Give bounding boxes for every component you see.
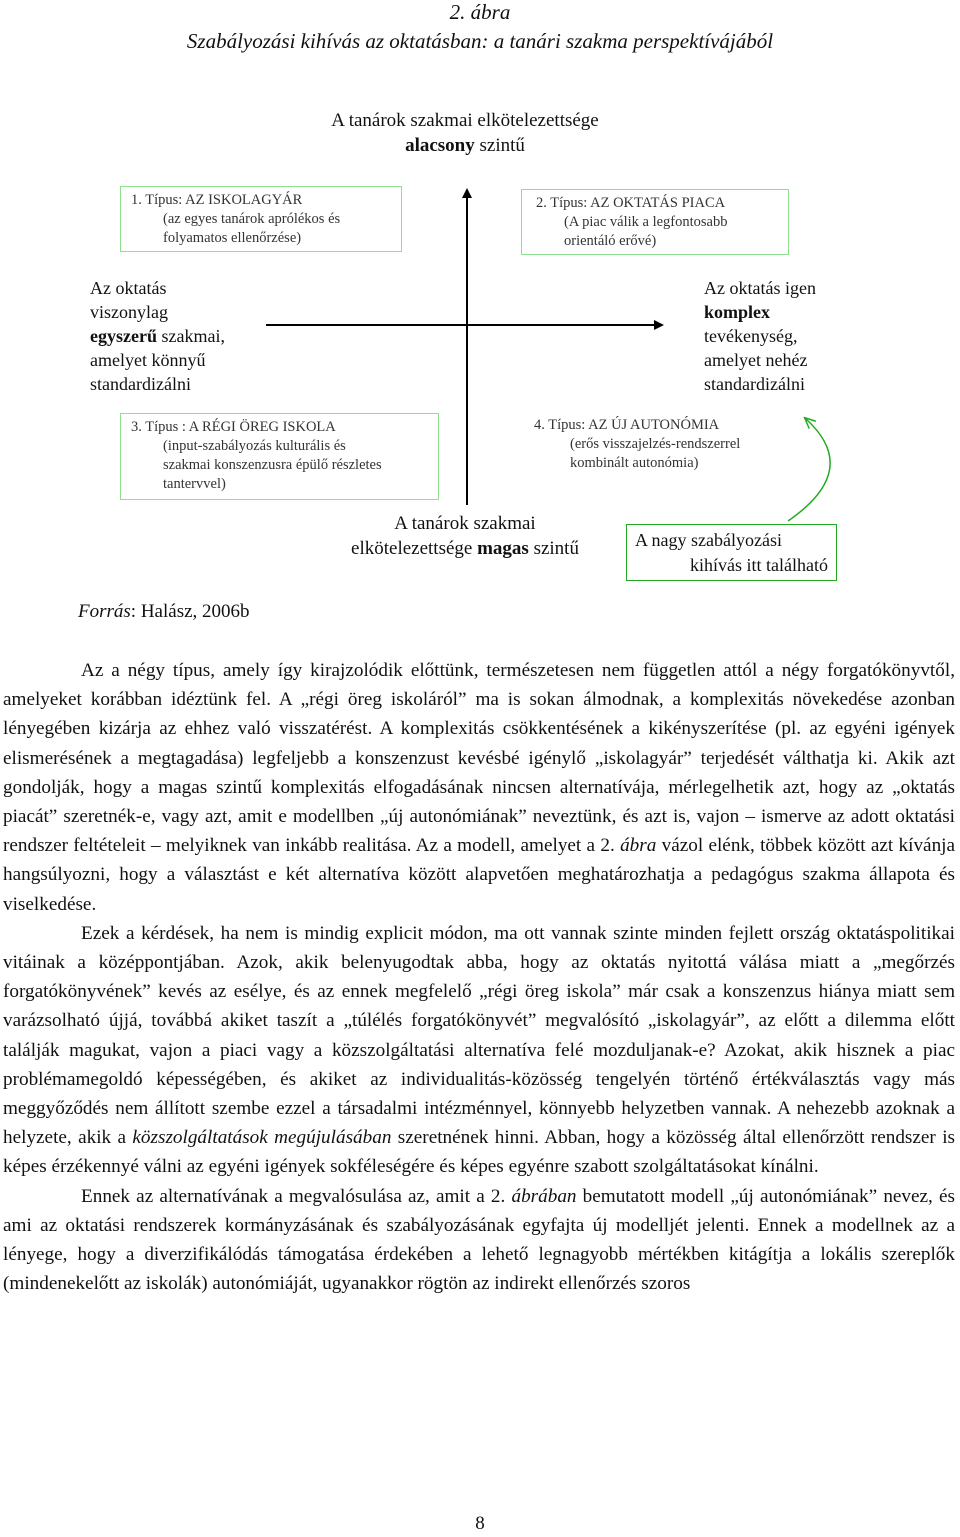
paragraph-2: Ezek a kérdések, ha nem is mindig explicit módon, ma ott vannak szinte minden fejlett ország oktatáspolitikai vitáinak a középpontjában. Azok, akik belenyugodtak abba, hogy az oktatás nyitottá válása miatt a „megőrzés forgatókönyvének” kevés az esélye, és az ennek megfelelő „régi öreg iskola” már csak a konszenzus hiánya miatt sem varázsolható újjá, továbbá akiket taszít a „túlélés forgatókönyvét” megvalósító „iskolagyár”, az előtt a dilemma előtt találják magukat, vajon a piaci vagy a közszolgáltatási alternatíva felé mozduljanak-e? Azokat, akik hisznek a piac problémamegoldó képességében, és akiket az individualitás-közösség tengelyén történő értékválasztás vagy más meggyőződés nem állított szembe ezzel a társadalmi intézménnyel, könnyebb helyzetben vannak. A nehezebb azoknak a helyzete, akik a közszolgáltatások megújulásában szeretnének hinni. Abban, hogy a közösség által ellenőrzött rendszer is képes érzékennyé válni az egyéni igények sokféleségére és képes egyénre szabott szolgáltatásokat kínálni. — [3, 922, 955, 1178]
type-3-box: 3. Típus : A RÉGI ÖREG ISKOLA (input-szabályozás kulturális és szakmai konszenzusra épülő részletes tantervvel) — [120, 413, 439, 500]
figure-title: Szabályozási kihívás az oktatásban: a tanári szakma perspektívájából — [186, 29, 774, 53]
type-4-box: 4. Típus: AZ ÚJ AUTONÓMIA (erős visszajelzés-rendszerrel kombinált autonómia) — [534, 417, 741, 471]
page-number: 8 — [475, 1513, 485, 1534]
axis-bottom-label: A tanárok szakmai elkötelezettsége magas szintű — [351, 513, 579, 559]
type-1-box: 1. Típus: AZ ISKOLAGYÁR (az egyes tanárok aprólékos és folyamatos ellenőrzése) — [120, 186, 402, 252]
axis-top-label: A tanárok szakmai elkötelezettsége alacsony szintű — [331, 110, 599, 156]
note-pointer-arrow — [788, 419, 830, 521]
axis-left-label: Az oktatás viszonylag egyszerű szakmai, amelyet könnyű standardizálni — [90, 278, 225, 394]
paragraph-3: Ennek az alternatívának a megvalósulása az, amit a 2. ábrában bemutatott modell „új autonómiának” nevez, és ami az oktatási rendszerek kormányzásának és szabályozásának egyfajta új modelljét jelenti. Ennek a modellnek az a lényege, hogy a diverzifikálódás támogatása érdekében a lehető legnagyobb mértékben kitágítja a lokális szereplők (mindenekelőtt az iskolák) autonómiáját, ugyanakkor rögtön az indirekt ellenőrzés szoros — [3, 1185, 955, 1295]
type-2-box: 2. Típus: AZ OKTATÁS PIACA (A piac válik a legfontosabb orientáló erővé) — [521, 189, 789, 255]
body-text — [3, 656, 955, 1298]
paragraph-1: Az a négy típus, amely így kirajzolódik előttünk, természetesen nem független attól a négy forgatókönyvtől, amelyeket korábban idéztünk fel. A „régi öreg iskoláról” ma is sokan álmodnak, a komplexitás növekedése azonban lényegében kizárja az ehhez való visszatérést. A komplexitás csökkentésének a kikényszerítése (pl. az egyéni igények elismerésének a megtagadása) legfeljebb a konszenzust kevésbé igénylő „iskolagyár” terjedését válthatja ki. Akik azt gondolják, hogy a magas szintű komplexitás elfogadásának nincsen alternatívája, mérlegelhetik azt, hogy az „oktatás piacát” szeretnék-e, vagy azt, amit e modellben „új autonómiának” neveztünk, és azt is, vajon – ismerve az adott oktatási rendszer feltételeit – melyiknek van inkább realitása. Az a modell, amelyet a 2. ábra vázol elénk, többek között azt kívánja hangsúlyozni, hogy a választást e két alternatíva között alapvetően meghatározhatja a pedagógus szakma állapota és viselkedése. — [3, 660, 956, 915]
figure-source: Forrás: Halász, 2006b — [78, 601, 250, 622]
axis-right-label: Az oktatás igen komplex tevékenység, amelyet nehéz standardizálni — [704, 278, 816, 394]
figure-number: 2. ábra — [449, 0, 511, 24]
challenge-note-box: A nagy szabályozási kihívás itt található — [626, 524, 837, 581]
